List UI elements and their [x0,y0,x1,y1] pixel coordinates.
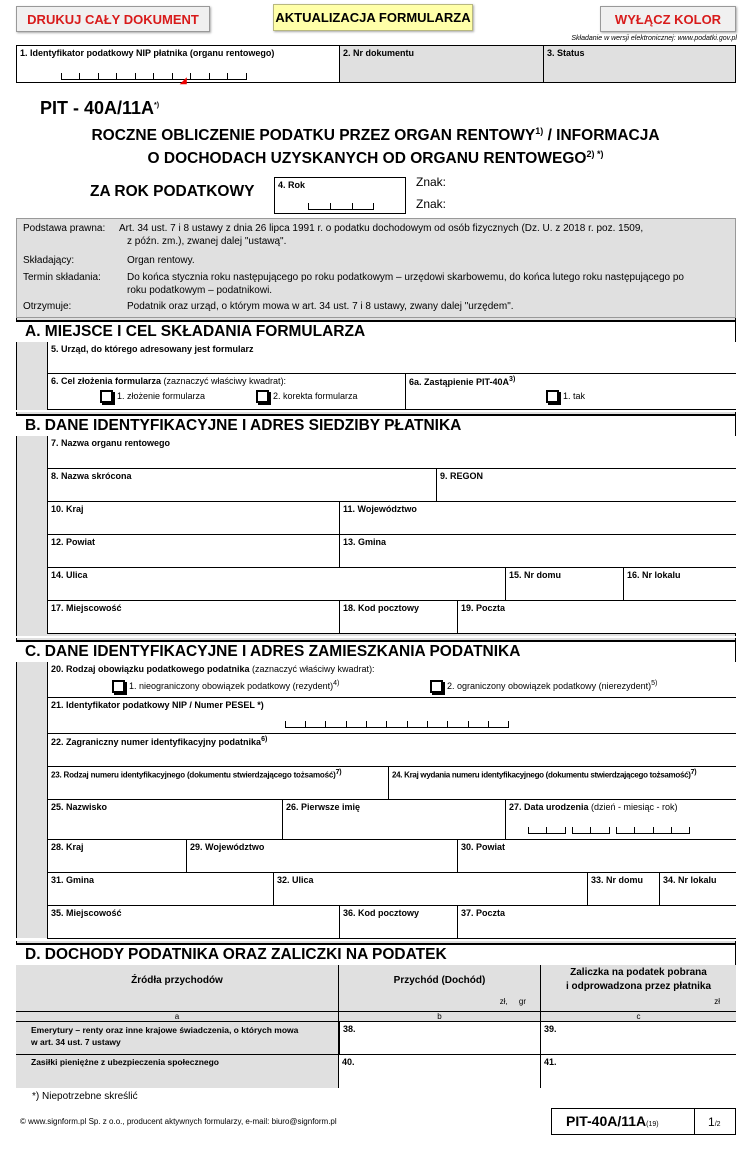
field-status-label: 3. Status [547,48,585,58]
basis-text-1: Art. 34 ust. 7 i 8 ustawy z dnia 26 lipca 1991 r. o podatku dochodowym od osób fizycznych (Dz. U. z 2018 r. poz. 1509, [119,223,644,234]
form-id-box [551,1108,736,1135]
field-b-apartment-no-label: 16. Nr lokalu [627,570,681,580]
electronic-filing-note: Składanie w wersji elektronicznej: www.podatki.gov.pl [571,35,737,42]
field-org-name[interactable] [47,436,736,469]
field-short-name-label: 8. Nazwa skrócona [51,471,132,481]
field-c-house-no[interactable] [587,873,659,906]
col-c-unit: zł [714,997,720,1006]
field-first-name[interactable] [282,800,505,840]
field-39-label: 39. [544,1024,557,1034]
section-b-header [16,414,735,436]
field-surname[interactable] [47,800,282,840]
field-c-house-no-label: 33. Nr domu [591,875,644,885]
field-c-postal-code[interactable] [339,906,457,939]
footnote: *) Niepotrzebne skreślić [32,1091,138,1102]
col-c-header [541,965,736,1012]
field-tax-office[interactable] [47,342,736,374]
col-b-title: Przychód (Dochód) [393,975,486,986]
field-year-label: 4. Rok [278,180,306,190]
section-c-title: C. DANE IDENTYFIKACYJNE I ADRES ZAMIESZKANIA PODATNIKA [25,643,521,660]
field-b-street[interactable] [47,568,505,601]
section-a-header [16,320,735,342]
row-pensions-label [16,1022,339,1055]
checkbox-icon[interactable] [256,390,269,403]
col-b-unit: zł, gr [499,997,526,1006]
field-c-city-label: 35. Miejscowość [51,908,122,918]
field-40[interactable] [339,1055,541,1088]
deadline-text-2: roku podatkowym – podatnikowi. [127,285,273,296]
sign-label-1: Znak: [416,175,447,189]
field-tax-office-label: 5. Urząd, do którego adresowany jest formularz [51,344,254,354]
field-b-apartment-no[interactable] [623,568,736,601]
form-title-line1: ROCZNE OBLICZENIE PODATKU PRZEZ ORGAN RENTOWY$^{1)}$ / INFORMACJA [91,126,660,145]
year-digit-ticks [308,204,374,210]
field-replacement-label: 6a. Zastąpienie PIT-$40A^{3)}$ [409,376,516,387]
print-document-button[interactable]: DRUKUJ CAŁY DOKUMENT [16,6,210,32]
field-b-house-no-label: 15. Nr domu [509,570,562,580]
col-a-letter: a [16,1012,339,1022]
sign-label-2: Znak: [416,197,447,211]
field-year[interactable] [274,177,406,214]
field-b-country-label: 10. Kraj [51,504,84,514]
recipient-label: Otrzymuje: [23,301,72,312]
filer-text: Organ rentowy. [127,255,195,266]
copyright-text: © www.signform.pl Sp. z o.o., producent aktywnych formularzy, e-mail: biuro@signform.pl [20,1117,337,1126]
col-c-title-1: Zaliczka na podatek pobrana [570,967,707,978]
checkbox-icon[interactable] [430,680,443,693]
page-number: 1/2 [708,1115,721,1129]
field-b-commune[interactable] [339,535,736,568]
replacement-option-yes[interactable]: 1. tak [546,390,585,403]
col-c-title-2: i odprowadzona przez płatnika [565,981,711,992]
field-purpose [47,374,405,410]
form-id: PIT-40A/11A(19) [566,1113,659,1129]
section-d-header [16,943,735,965]
field-c-apartment-no-label: 34. Nr lokalu [663,875,717,885]
field-taxpayer-id-label: 21. Identyfikator podatkowy NIP / Numer PESEL *) [51,700,264,710]
field-tax-obligation-label: 20. Rodzaj obowiązku podatkowego podatnika (zaznaczyć właściwy kwadrat): [51,664,375,674]
field-id-type-label: 23. Rodzaj numeru identyfikacyjnego (dokumentu stwierdzającego tożsamość)7) [51,769,342,780]
field-regon[interactable] [436,469,736,502]
field-first-name-label: 26. Pierwsze imię [286,802,361,812]
col-a-title: Źródła przychodów [131,975,223,986]
field-c-country-label: 28. Kraj [51,842,84,852]
tax-year-label: ZA ROK PODATKOWY [90,183,255,200]
field-b-postal-code-label: 18. Kod pocztowy [343,603,420,613]
field-b-post-office-label: 19. Poczta [461,603,506,613]
section-c-header [16,640,735,662]
field-replacement [405,374,736,410]
field-org-name-label: 7. Nazwa organu rentowego [51,438,171,448]
nip-digit-ticks [61,74,247,80]
year-ticks [616,828,690,834]
field-c-commune[interactable] [47,873,273,906]
field-38-label: 38. [343,1024,356,1034]
field-39[interactable] [541,1022,736,1055]
section-d-title: D. DOCHODY PODATNIKA ORAZ ZALICZKI NA PODATEK [25,946,447,963]
field-purpose-label: 6. Cel złożenia formularza (zaznaczyć właściwy kwadrat): [51,376,287,386]
field-b-country[interactable] [47,502,339,535]
purpose-option-submit[interactable]: 1. złożenie formularza [100,390,205,403]
field-c-county[interactable] [457,840,736,873]
field-birth-date-label: 27. Data urodzenia (dzień - miesiąc - rok) [509,802,678,812]
field-foreign-id[interactable] [47,734,736,767]
field-c-street-label: 32. Ulica [277,875,314,885]
col-c-letter: c [541,1012,736,1022]
form-code: PIT - 40A/11A*) [40,98,160,118]
field-id-type[interactable] [47,767,388,800]
section-a-title: A. MIEJSCE I CEL SKŁADANIA FORMULARZA [25,323,366,340]
field-doc-number-label: 2. Nr dokumentu [343,48,415,58]
deadline-label: Termin składania: [23,272,101,283]
field-regon-label: 9. REGON [440,471,484,481]
field-c-postal-code-label: 36. Kod pocztowy [343,908,420,918]
obligation-option-resident[interactable]: 1. nieograniczony obowiązek podatkowy (rezydent)$^{4)}$ [112,680,339,693]
checkbox-icon[interactable] [112,680,125,693]
field-b-county[interactable] [47,535,339,568]
field-38[interactable] [339,1022,541,1055]
row-benefits-text: Zasiłki pieniężne z ubezpieczenia społecznego [31,1057,219,1067]
field-id-country-label: 24. Kraj wydania numeru identyfikacyjnego (dokumentu stwierdzającego tożsamość)7) [392,769,697,780]
section-b-title: B. DANE IDENTYFIKACYJNE I ADRES SIEDZIBY PŁATNIKA [25,417,462,434]
col-b-header [339,965,541,1012]
field-40-label: 40. [342,1057,355,1067]
field-b-street-label: 14. Ulica [51,570,88,580]
field-c-commune-label: 31. Gmina [51,875,95,885]
field-surname-label: 25. Nazwisko [51,802,108,812]
col-a-header [16,965,339,1012]
field-c-post-office[interactable] [457,906,736,939]
field-c-city[interactable] [47,906,339,939]
filer-label: Składający: [23,255,75,266]
legal-basis-box [16,218,736,318]
field-foreign-id-label: 22. Zagraniczny numer identyfikacyjny podatnika$^{6)}$ [51,736,268,747]
field-status [543,45,736,83]
field-c-country[interactable] [47,840,186,873]
field-41-label: 41. [544,1057,557,1067]
obligation-option-nonresident[interactable]: 2. ograniczony obowiązek podatkowy (nierezydent)$^{5)}$ [430,680,657,693]
field-c-street[interactable] [273,873,587,906]
field-b-commune-label: 13. Gmina [343,537,387,547]
field-nip[interactable] [16,45,340,83]
field-b-voivodeship-label: 11. Województwo [343,504,417,514]
field-b-voivodeship[interactable] [339,502,736,535]
recipient-text: Podatnik oraz urząd, o którym mowa w art. 34 ust. 7 i 8 ustawy, zwany dalej "urzędem". [127,301,514,312]
form-title-line2: O DOCHODACH UZYSKANYCH OD ORGANU $RENTOWEGO^{2) *)}$ [147,149,604,168]
month-ticks [572,828,610,834]
checkbox-icon[interactable] [546,390,559,403]
purpose-option-correction[interactable]: 2. korekta formularza [256,390,358,403]
row-benefits-label [16,1055,339,1088]
form-id-divider [694,1109,695,1134]
field-tax-obligation [47,662,736,698]
field-b-house-no[interactable] [505,568,623,601]
field-b-post-office[interactable] [457,601,736,634]
field-41[interactable] [541,1055,736,1088]
basis-text-2: z późn. zm.), zwanej dalej "ustawą". [127,236,287,247]
field-b-city-label: 17. Miejscowość [51,603,122,613]
basis-label: Podstawa prawna: [23,223,106,234]
update-form-button[interactable]: AKTUALIZACJA FORMULARZA [273,4,473,31]
field-b-postal-code[interactable] [339,601,457,634]
field-b-county-label: 12. Powiat [51,537,96,547]
field-taxpayer-id[interactable] [47,698,736,734]
field-c-post-office-label: 37. Poczta [461,908,506,918]
col-b-letter: b [339,1012,541,1022]
day-ticks [528,828,566,834]
field-c-county-label: 30. Powiat [461,842,506,852]
field-doc-number [339,45,544,83]
pesel-digit-ticks [285,722,509,728]
field-b-city[interactable] [47,601,339,634]
checkbox-icon[interactable] [100,390,113,403]
field-c-voivodeship[interactable] [186,840,457,873]
field-id-country[interactable] [388,767,736,800]
field-c-voivodeship-label: 29. Województwo [190,842,265,852]
field-birth-date[interactable] [505,800,736,840]
field-c-apartment-no[interactable] [659,873,736,906]
deadline-text-1: Do końca stycznia roku następującego po roku podatkowym – urzędowi skarbowemu, do końca lutego roku następującego po [127,272,684,283]
field-short-name[interactable] [47,469,436,502]
row-pensions-text: Emerytury – renty oraz inne krajowe świadczenia, o których mowa w art. 34 ust. 7 ustawy [31,1025,299,1047]
field-nip-label: 1. Identyfikator podatkowy NIP płatnika (organu rentowego) [20,48,275,58]
disable-color-button[interactable]: WYŁĄCZ KOLOR [600,6,736,32]
